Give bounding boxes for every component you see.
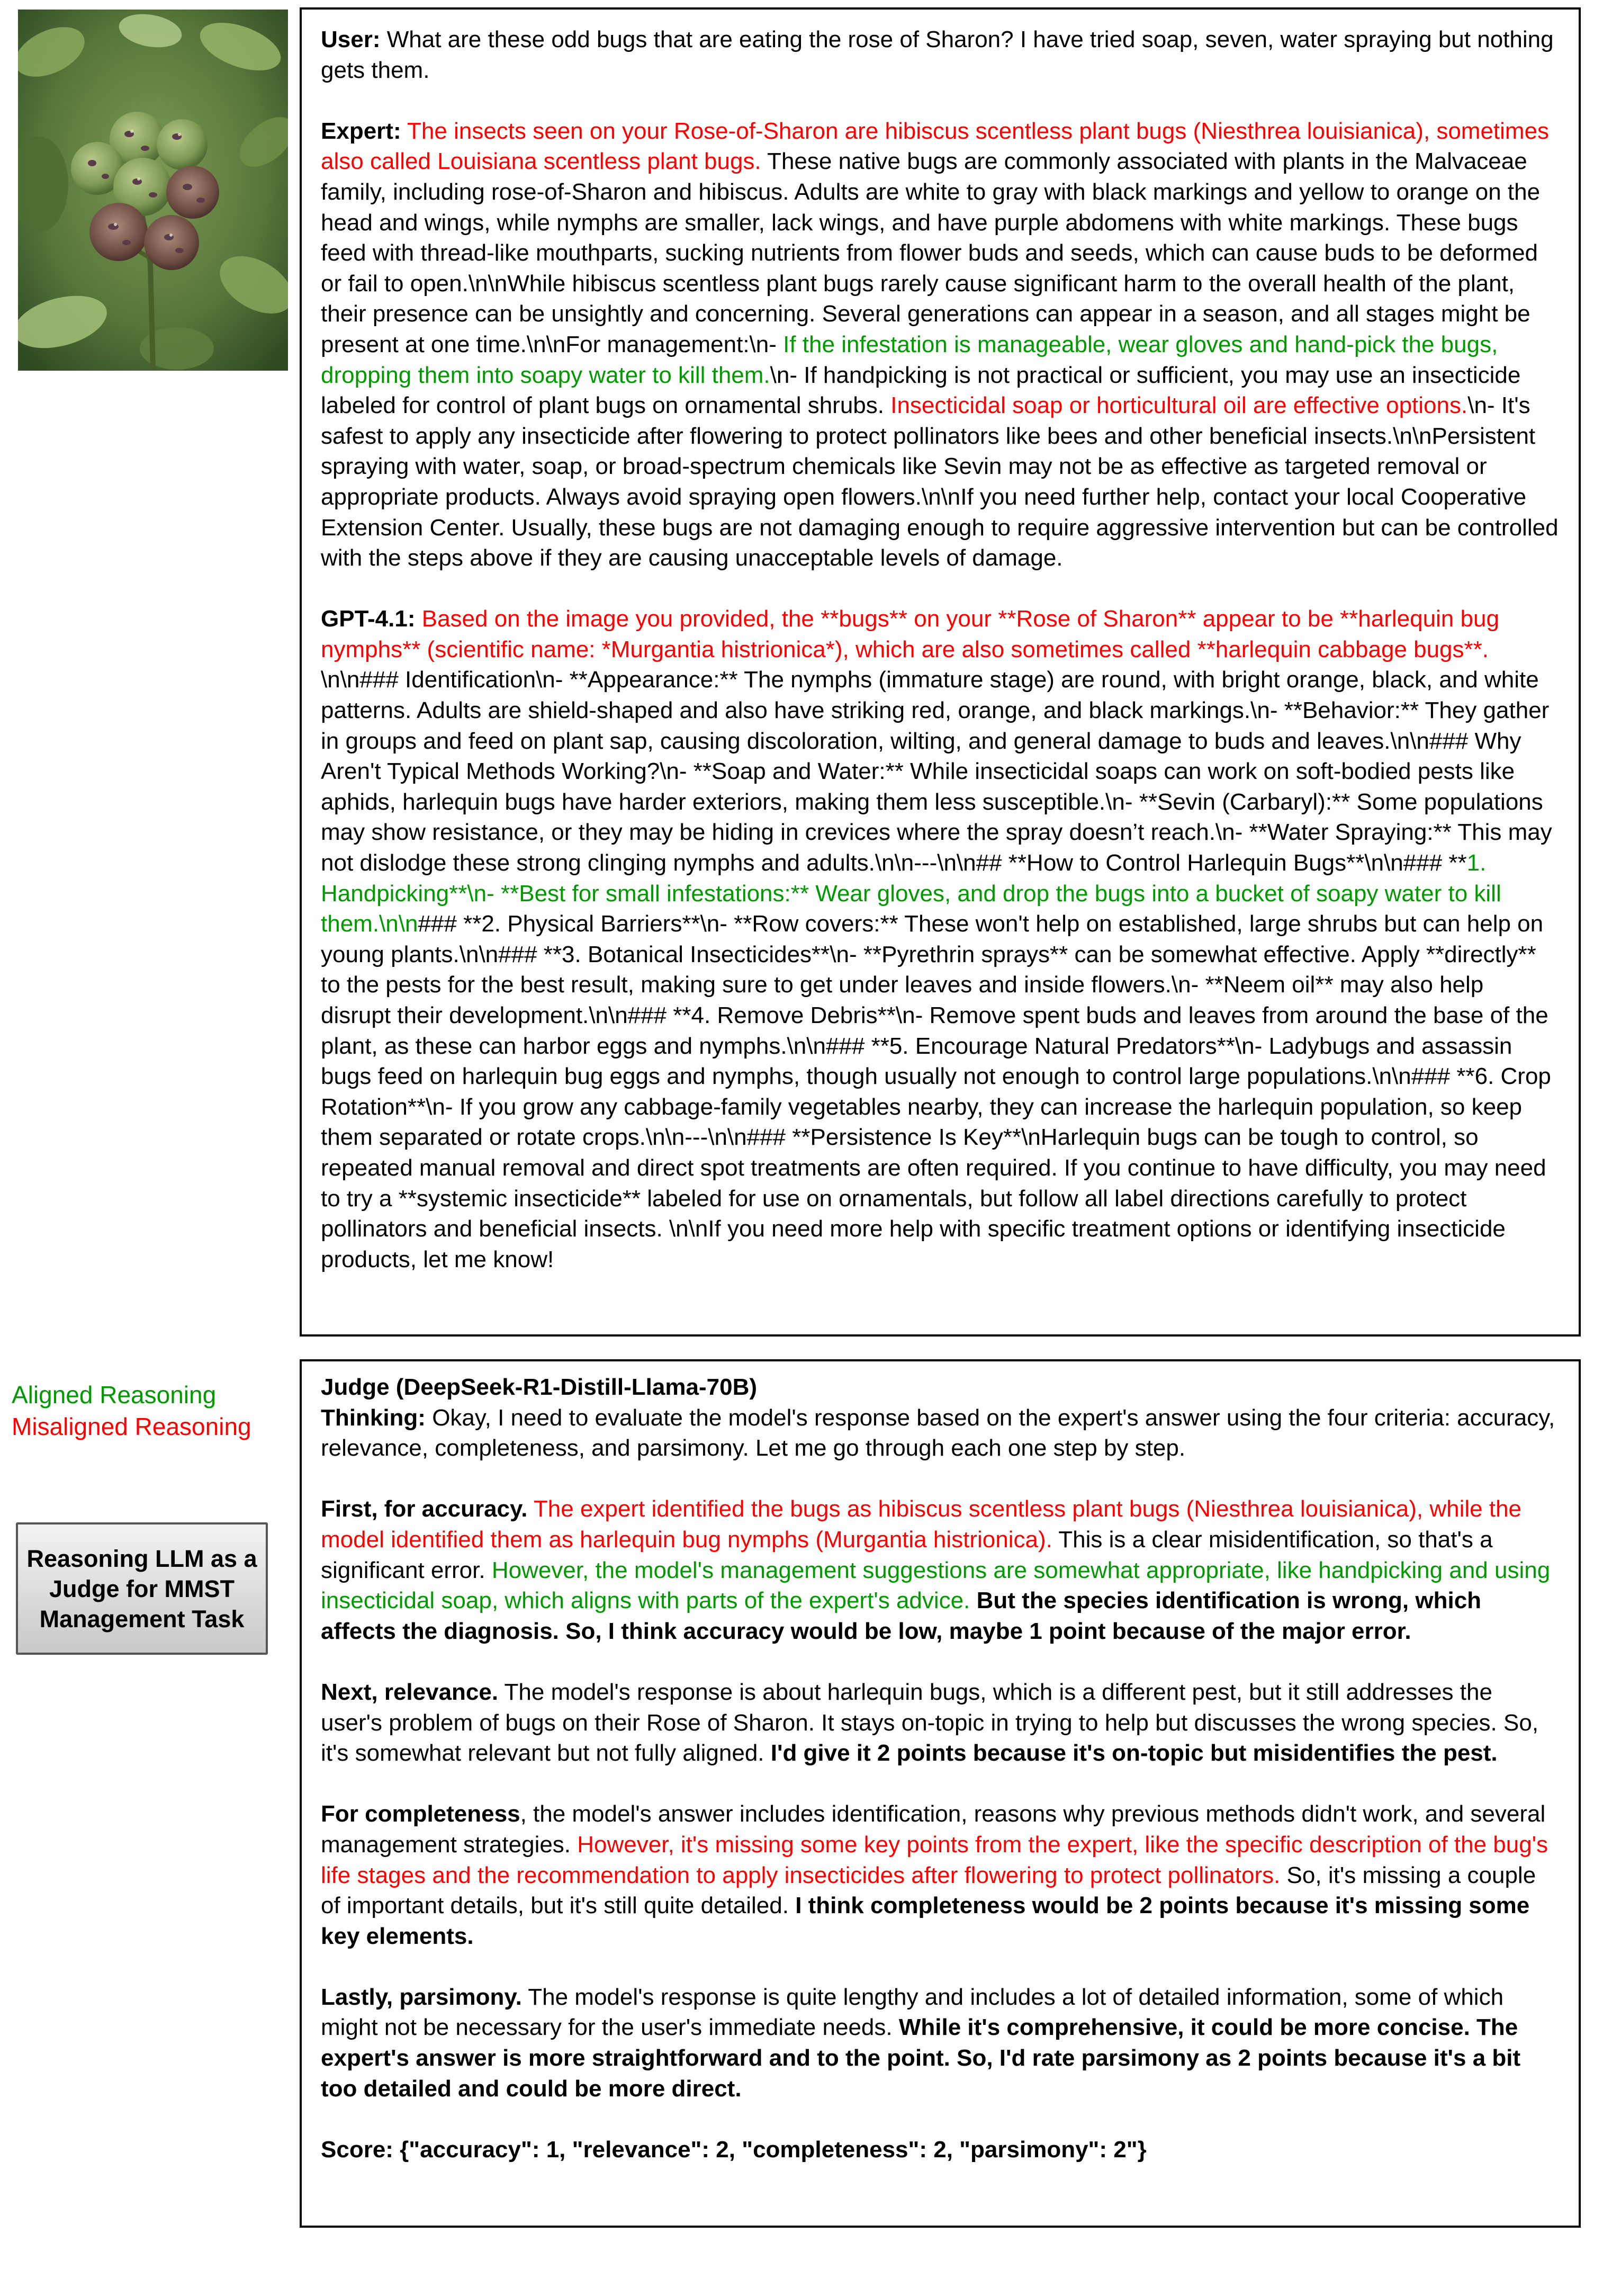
color-legend [12,1379,251,1442]
parsimony-text: The model's response is quite lengthy and includes a lot of detailed information, some of which might not be necessary for the user's immediate needs. [321,1984,1504,2041]
task-label-box: Reasoning LLM as a Judge for MMST Management Task [16,1522,268,1655]
expert-aligned-1: If the infestation is manageable, wear gloves and hand-pick the bugs, dropping them into soapy water to kill them. [321,331,1498,388]
gpt-text-1: \n\n### Identification\n- **Appearance:** The nymphs (immature stage) are round, with bright orange, black, and white patterns. Adults are shield-shaped and also have striking red, orange, and black markings.\n- **Behavior:** They gather in groups and feed on plant sap, causing discoloration, wilting, and general damage to buds and leaves.\n\n### Why Aren't Typical Methods Working?\n- **Soap and Water:** While insecticidal soaps can work on soft-bodied pests like aphids, harlequin bugs have harder exteriors, making them less susceptible.\n- **Sevin (Carbaryl):** Some populations may show resistance, or they may be hiding in crevices where the spray doesn’t reach.\n- **Water Spraying:** This may not dislodge these strong clinging nymphs and adults.\n\n---\n\n## **How to Control Harlequin Bugs**\n\n### ** [321,667,1552,876]
judge-accuracy [321,1494,1560,1646]
gpt-message [321,604,1560,1275]
expert-message [321,116,1560,573]
legend-misaligned: Misaligned Reasoning [12,1413,251,1440]
conversation-box [300,7,1581,1337]
gpt-aligned-1: 1. Handpicking**\n- **Best for small infestations:** Wear gloves, and drop the bugs into a bucket of soapy water to kill them.\n\n [321,850,1501,937]
thinking-text: Okay, I need to evaluate the model's response based on the expert's answer using the four criteria: accuracy, relevance, completeness, and parsimony. Let me go through each one step by step. [321,1404,1555,1461]
gpt-label: GPT-4.1: [321,606,416,632]
judge-relevance [321,1677,1560,1769]
user-text: What are these odd bugs that are eating the rose of Sharon? I have tried soap, seven, water spraying but nothing gets them. [321,26,1554,83]
judge-header [321,1372,1560,1464]
completeness-label: For completeness [321,1801,520,1827]
plant-photo [18,10,288,371]
gpt-text-2: ### **2. Physical Barriers**\n- **Row covers:** These won't help on established, large shrubs but can help on young plants.\n\n### **3. Botanical Insecticides**\n- **Pyrethrin sprays** can be somewhat effective. Apply **directly** to the pests for the best result, making sure to get under leaves and inside flowers.\n- **Neem oil** may also help disrupt their development.\n\n### **4. Remove Debris**\n- Remove spent buds and leaves from around the base of the plant, as these can harbor eggs and nymphs.\n\n### **5. Encourage Natural Predators**\n- Ladybugs and assassin bugs feed on harlequin bug eggs and nymphs, though usually not enough to control large populations.\n\n### **6. Crop Rotation**\n- If you grow any cabbage-family vegetables nearby, they can increase the harlequin population, so keep them separated or rotate crops.\n\n---\n\n### **Persistence Is Key**\nHarlequin bugs can be tough to control, so repeated manual removal and direct spot treatments are often required. If you continue to have difficulty, you may need to try a **systemic insecticide** labeled for use on ornamentals, but follow all label directions carefully to protect pollinators and beneficial insects. \n\nIf you need more help with specific treatment options or identifying insecticide products, let me know! [321,911,1551,1272]
judge-completeness [321,1799,1560,1951]
judge-parsimony [321,1982,1560,2104]
expert-text-1: These native bugs are commonly associated with plants in the Malvaceae family, including rose-of-Sharon and hibiscus. Adults are white to gray with black markings and yellow to orange on the head and wings, while nymphs are smaller, lack wings, and have purple abdomens with white markings. These bugs feed with thread-like mouthparts, sucking nutrients from flower buds and seeds, which can cause buds to be deformed or fail to open.\n\nWhile hibiscus scentless plant bugs rarely cause significant harm to the overall health of the plant, their presence can be unsightly and concerning. Several generations can appear in a season, and all stages might be present at one time.\n\nFor management:\n- [321,148,1541,357]
relevance-text: The model's response is about harlequin bugs, which is a different pest, but it still addresses the user's problem of bugs on their Rose of Sharon. It stays on-topic in trying to help but discusses the wrong species. So, it's somewhat relevant but not fully aligned. [321,1679,1539,1766]
completeness-conclusion: I think completeness would be 2 points because it's missing some key elements. [321,1893,1530,1949]
legend-aligned: Aligned Reasoning [12,1381,217,1409]
judge-score [321,2134,1560,2165]
judge-box [300,1359,1581,2228]
rose-of-sharon-image [18,10,288,371]
completeness-text-2: So, it's missing a couple of important details, but it's still quite detailed. [321,1862,1536,1919]
accuracy-aligned: However, the model's management suggestions are somewhat appropriate, like handpicking and using insecticidal soap, which aligns with parts of the expert's advice. [321,1557,1551,1614]
parsimony-label: Lastly, parsimony. [321,1984,522,2010]
relevance-conclusion: I'd give it 2 points because it's on-topic but misidentifies the pest. [770,1740,1498,1766]
score-text: Score: {"accuracy": 1, "relevance": 2, "completeness": 2, "parsimony": 2"} [321,2136,1147,2163]
user-label: User: [321,26,381,52]
accuracy-text: This is a clear misidentification, so that's a significant error. [321,1526,1493,1583]
expert-text-3: \n- It's safest to apply any insecticide after flowering to protect pollinators like bees and other beneficial insects.\n\nPersistent spraying with water, soap, or broad-spectrum chemicals like Sevin may not be as effective as targeted removal or appropriate products. Always avoid spraying open flowers.\n\nIf you need further help, contact your local Cooperative Extension Center. Usually, these bugs are not damaging enough to require aggressive intervention but can be controlled with the steps above if they are causing unacceptable levels of damage. [321,392,1559,571]
user-message [321,24,1560,85]
accuracy-misaligned: The expert identified the bugs as hibiscus scentless plant bugs (Niesthrea louisianica), while the model identified them as harlequin bug nymphs (Murgantia histrionica). [321,1496,1522,1553]
accuracy-label: First, for accuracy. [321,1496,528,1522]
expert-text-2: \n- If handpicking is not practical or sufficient, you may use an insecticide labeled for control of plant bugs on ornamental shrubs. [321,362,1521,419]
accuracy-conclusion: But the species identification is wrong, which affects the diagnosis. So, I think accuracy would be low, maybe 1 point because of the major error. [321,1588,1482,1644]
expert-label: Expert: [321,118,401,144]
gpt-misaligned-1: Based on the image you provided, the **bugs** on your **Rose of Sharon** appear to be **harlequin bug nymphs** (scientific name: *Murgantia histrionica*), which are also sometimes called **harlequin cabbage bugs**. [321,606,1499,662]
expert-misaligned-2: Insecticidal soap or horticultural oil are effective options. [890,392,1468,419]
expert-misaligned-1: The insects seen on your Rose-of-Sharon are hibiscus scentless plant bugs (Niesthrea louisianica), sometimes also called Louisiana scentless plant bugs. [321,118,1550,175]
relevance-label: Next, relevance. [321,1679,499,1705]
judge-title: Judge (DeepSeek-R1-Distill-Llama-70B) [321,1374,757,1400]
completeness-misaligned: However, it's missing some key points from the expert, like the specific description of the bug's life stages and the recommendation to apply insecticides after flowering to protect pollinators. [321,1831,1548,1888]
parsimony-conclusion: While it's comprehensive, it could be more concise. The expert's answer is more straightforward and to the point. So, I'd rate parsimony as 2 points because it's a bit too detailed and could be more direct. [321,2014,1521,2102]
completeness-text: , the model's answer includes identification, reasons why previous methods didn't work, and several management strategies. [321,1801,1546,1858]
thinking-label: Thinking: [321,1404,426,1431]
